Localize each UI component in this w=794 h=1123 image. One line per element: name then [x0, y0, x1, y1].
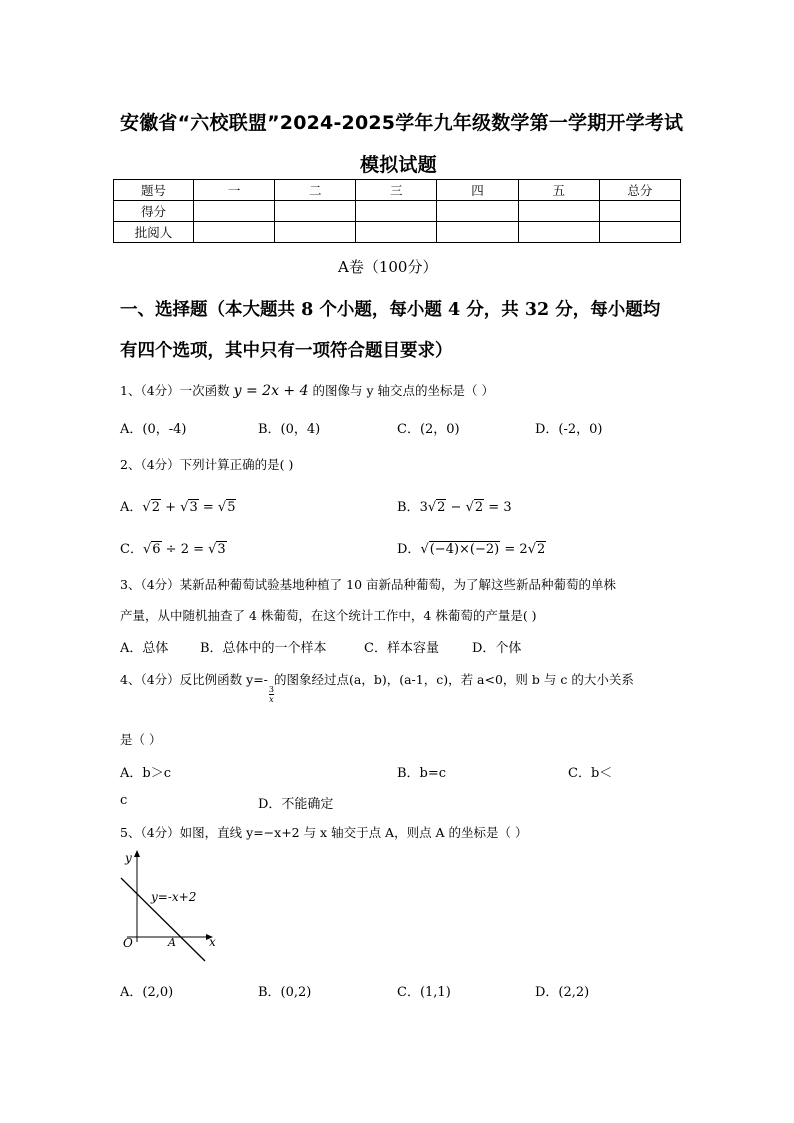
q5-option-d[interactable]: D．(2,2) — [535, 985, 590, 1000]
question-3-line2: 产量，从中随机抽查了 4 株葡萄，在这个统计工作中，4 株葡萄的产量是( ) — [120, 608, 537, 623]
q1-option-c[interactable]: C．(2，0) — [397, 422, 460, 437]
part-label: A卷（100分） — [338, 258, 438, 276]
score-table-header-row — [114, 180, 681, 201]
option-letter: C． — [120, 542, 143, 557]
option-letter: D． — [397, 542, 421, 557]
sqrt-sign: √ — [142, 542, 152, 557]
sqrt-sign: √ — [420, 542, 429, 557]
question-4-line2: 是（ ） — [120, 732, 162, 747]
sqrt-sign: √ — [427, 500, 437, 515]
radicand: 2 — [536, 542, 546, 557]
q4-option-b[interactable]: B．b=c — [397, 766, 447, 781]
table-cell — [437, 201, 518, 222]
table-cell — [194, 222, 275, 243]
section-heading-line1: 一、选择题（本大题共 8 个小题，每小题 4 分，共 32 分，每小题均 — [120, 300, 661, 320]
table-cell: 题号 — [114, 180, 194, 201]
sqrt-sign: √ — [217, 500, 227, 515]
operator: = — [198, 500, 218, 515]
q3-option-b[interactable]: B．总体中的一个样本 — [200, 641, 327, 656]
table-cell: 总分 — [599, 180, 680, 201]
sqrt-sign: √ — [465, 500, 474, 515]
q3-option-c[interactable]: C．样本容量 — [364, 641, 439, 656]
radicand: 2 — [437, 500, 446, 515]
operator: = 2 — [500, 542, 528, 557]
table-cell: 二 — [275, 180, 356, 201]
sqrt-sign: √ — [180, 500, 189, 515]
table-cell — [599, 201, 680, 222]
question-1-stem — [120, 381, 494, 399]
score-table-row — [114, 201, 681, 222]
q4-prefix: 4、（4分）反比例函数 y=- — [120, 672, 268, 687]
table-cell — [518, 201, 599, 222]
q2-option-b[interactable] — [397, 496, 512, 515]
q3-option-d[interactable]: D．个体 — [472, 641, 522, 656]
operator: = 3 — [484, 500, 512, 515]
table-cell — [356, 222, 437, 243]
q5-option-a[interactable]: A．(2,0) — [120, 985, 174, 1000]
exam-title-line2: 模拟试题 — [360, 154, 437, 176]
question-2-stem: 2、（4分）下列计算正确的是( ) — [120, 457, 294, 472]
table-cell — [275, 201, 356, 222]
table-cell — [275, 222, 356, 243]
question-5-stem: 5、（4分）如图，直线 y=−x+2 与 x 轴交于点 A，则点 A 的坐标是（ ） — [120, 825, 528, 840]
point-a-label: A — [168, 936, 176, 949]
exam-title-line1: 安徽省“六校联盟”2024-2025学年九年级数学第一学期开学考试 — [120, 112, 684, 134]
table-cell — [599, 222, 680, 243]
sqrt-sign: √ — [527, 542, 536, 557]
table-cell: 批阅人 — [114, 222, 194, 243]
radicand: 3 — [189, 500, 198, 515]
q5-option-c[interactable]: C．(1,1) — [397, 985, 451, 1000]
radicand: 2 — [474, 500, 484, 515]
radicand: (−4)×(−2) — [429, 542, 500, 557]
q4-option-a[interactable]: A．b＞c — [120, 766, 171, 781]
option-letter: B． — [397, 500, 420, 515]
table-cell: 五 — [518, 180, 599, 201]
table-cell: 三 — [356, 180, 437, 201]
q4-suffix: 的图象经过点(a，b)，(a-1，c)，若 a<0，则 b 与 c 的大小关系 — [273, 672, 634, 687]
radicand: 3 — [217, 542, 226, 557]
q1-suffix: 的图像与 y 轴交点的坐标是（ ） — [312, 383, 494, 398]
table-cell — [194, 201, 275, 222]
table-cell — [437, 222, 518, 243]
question-4-stem — [120, 670, 634, 704]
table-cell — [356, 201, 437, 222]
score-table-row — [114, 222, 681, 243]
q5-graph-figure — [113, 848, 223, 966]
q1-option-b[interactable]: B．(0，4) — [258, 422, 321, 437]
fraction-numerator: 3 — [268, 685, 274, 694]
radicand: 2 — [151, 500, 160, 515]
table-cell — [518, 222, 599, 243]
line-equation-label: y=-x+2 — [151, 890, 197, 904]
q3-option-a[interactable]: A．总体 — [120, 641, 169, 656]
q4-option-c[interactable]: C．b＜ — [568, 766, 613, 781]
option-letter: A． — [120, 500, 143, 515]
q1-formula: y = 2x + 4 — [233, 383, 309, 399]
section-heading-line2: 有四个选项，其中只有一项符合题目要求） — [120, 341, 453, 361]
table-cell: 四 — [437, 180, 518, 201]
operator: + — [160, 500, 181, 515]
score-table — [113, 179, 681, 243]
q5-option-b[interactable]: B．(0,2) — [258, 985, 312, 1000]
q1-prefix: 1、（4分）一次函数 — [120, 383, 230, 398]
q2-option-d[interactable] — [397, 538, 546, 557]
y-axis-label: y — [125, 851, 132, 865]
fraction-denominator: x — [269, 695, 274, 704]
radicand: 5 — [227, 500, 236, 515]
coefficient: 3 — [419, 500, 428, 515]
table-cell: 一 — [194, 180, 275, 201]
q4-fraction — [269, 685, 274, 704]
operator: − — [446, 500, 466, 515]
operator: ÷ 2 = — [161, 542, 209, 557]
sqrt-sign: √ — [142, 500, 151, 515]
table-cell: 得分 — [114, 201, 194, 222]
q4-option-c-continued: c — [120, 793, 128, 808]
radicand: 6 — [152, 542, 161, 557]
sqrt-sign: √ — [208, 542, 217, 557]
question-3-line1: 3、（4分）某新品种葡萄试验基地种植了 10 亩新品种葡萄，为了解这些新品种葡萄的单株 — [120, 577, 617, 592]
q2-option-c[interactable] — [120, 538, 227, 557]
x-axis-label: x — [209, 935, 216, 949]
origin-label: O — [123, 936, 133, 950]
q4-option-d[interactable]: D．不能确定 — [258, 797, 334, 812]
q1-option-a[interactable]: A．(0，-4) — [120, 422, 187, 437]
q1-option-d[interactable]: D．(-2，0) — [535, 422, 603, 437]
y-axis-arrow-icon — [134, 850, 140, 857]
q2-option-a[interactable] — [120, 496, 236, 515]
